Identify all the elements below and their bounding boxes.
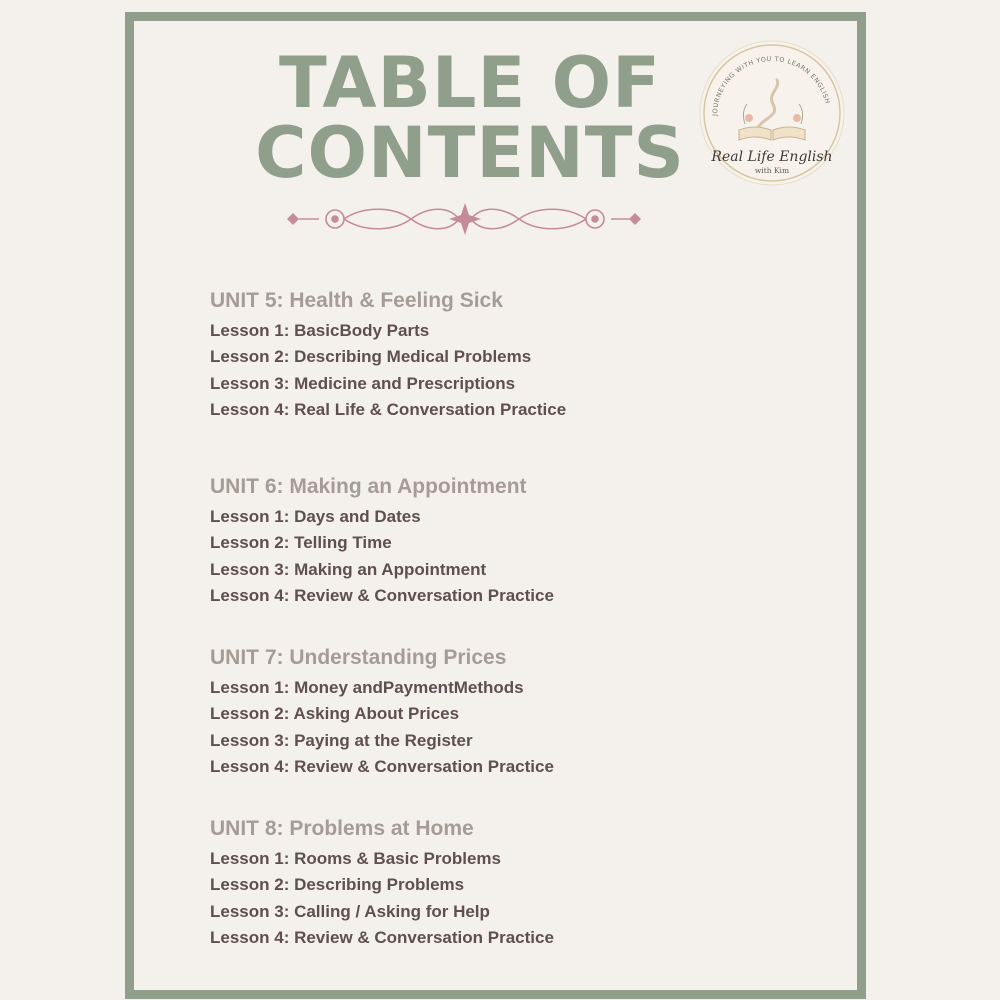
logo-arc-text: JOURNEYING WITH YOU TO LEARN ENGLISH — [710, 54, 832, 117]
brand-logo — [697, 38, 847, 188]
unit-8-lesson-1: Lesson 1: Rooms & Basic Problems — [210, 849, 501, 868]
unit-8-lesson-4: Lesson 4: Review & Conversation Practice — [210, 928, 554, 947]
unit-6-lesson-1: Lesson 1: Days and Dates — [210, 507, 421, 526]
unit-5-lesson-3: Lesson 3: Medicine and Prescriptions — [210, 374, 516, 393]
unit-7-title: UNIT 7: Understanding Prices — [210, 646, 507, 669]
flourish-divider-icon — [283, 200, 647, 238]
unit-7-lesson-1: Lesson 1: Money andPaymentMethods — [210, 678, 524, 697]
unit-5-lesson-1: Lesson 1: BasicBody Parts — [210, 321, 430, 340]
unit-8-lesson-2: Lesson 2: Describing Problems — [210, 875, 465, 894]
unit-5-title: UNIT 5: Health & Feeling Sick — [210, 289, 503, 312]
unit-5-lesson-4: Lesson 4: Real Life & Conversation Practice — [210, 400, 567, 419]
logo-sub: with Kim — [754, 166, 790, 175]
unit-6-lesson-2: Lesson 2: Telling Time — [210, 533, 392, 552]
unit-6-lesson-4: Lesson 4: Review & Conversation Practice — [210, 586, 554, 605]
title-line-2: CONTENTS — [255, 112, 685, 194]
unit-7-lesson-4: Lesson 4: Review & Conversation Practice — [210, 757, 554, 776]
unit-6-title: UNIT 6: Making an Appointment — [210, 475, 527, 498]
unit-8-lesson-3: Lesson 3: Calling / Asking for Help — [210, 902, 490, 921]
logo-name: Real Life English — [711, 149, 833, 165]
unit-7-lesson-3: Lesson 3: Paying at the Register — [210, 731, 473, 750]
unit-6-lesson-3: Lesson 3: Making an Appointment — [210, 560, 487, 579]
unit-8-title: UNIT 8: Problems at Home — [210, 817, 474, 840]
unit-7-lesson-2: Lesson 2: Asking About Prices — [210, 704, 460, 723]
unit-5-lesson-2: Lesson 2: Describing Medical Problems — [210, 347, 532, 366]
title-line-1: TABLE OF — [279, 42, 661, 124]
